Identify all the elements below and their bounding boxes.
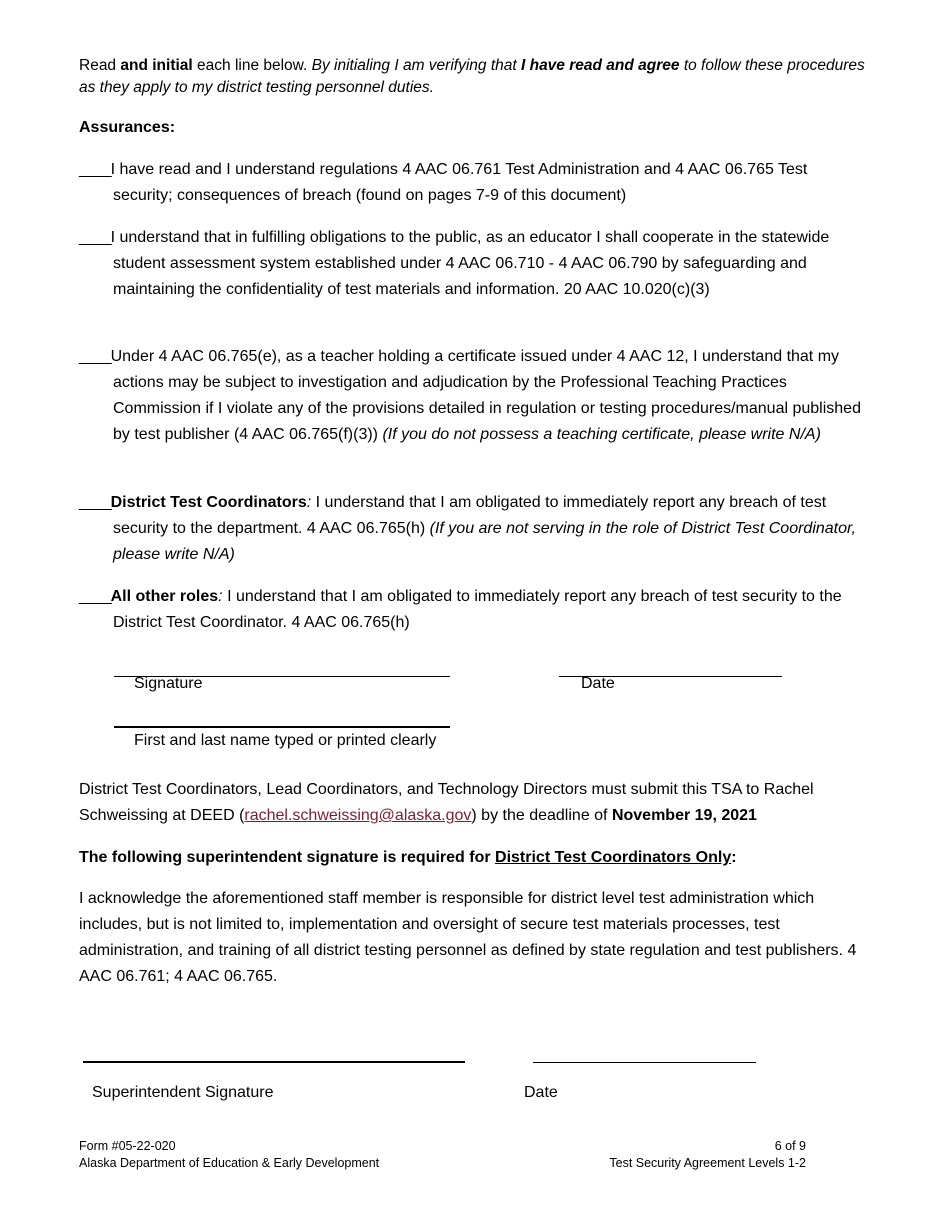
intro-text: Read (79, 57, 121, 74)
initial-blank[interactable]: ____ (79, 229, 111, 246)
assurance-note: (If you do not possess a teaching certificate, please write N/A) (382, 426, 821, 443)
superintendent-signature-label: Superintendent Signature (92, 1084, 274, 1101)
printed-name-line[interactable] (114, 726, 450, 728)
footer-right (609, 1138, 806, 1172)
intro-italic: to follow these procedures as they apply to my district testing personnel duties. (79, 57, 865, 96)
assurance-item (79, 584, 869, 636)
date-label: Date (581, 675, 615, 692)
assurance-item (79, 490, 869, 568)
acknowledgement-paragraph: I acknowledge the aforementioned staff member is responsible for district level test administration which includes, but is not limited to, implementation and oversight of secure test materials processes, test administration, and training of all district testing personnel as defined by state regulation and test publishers. 4 AAC 06.761; 4 AAC 06.765. (79, 890, 857, 985)
assurance-role: District Test Coordinators (110, 494, 307, 511)
submission-text: ) by the deadline of (471, 807, 612, 824)
assurance-item (79, 157, 869, 209)
superintendent-heading (79, 845, 869, 871)
intro-text: each line below. (192, 57, 312, 74)
superintendent-date-line[interactable] (533, 1062, 756, 1063)
initial-blank[interactable]: ____ (79, 348, 111, 365)
assurance-item (79, 344, 869, 448)
department-name: Alaska Department of Education & Early Development (79, 1156, 380, 1170)
page-number: 6 of 9 (774, 1139, 806, 1153)
assurance-colon: : (218, 588, 223, 605)
assurance-item (79, 225, 869, 303)
document-title: Test Security Agreement Levels 1-2 (609, 1156, 806, 1170)
deadline-date: November 19, 2021 (611, 807, 757, 824)
assurance-text: Under 4 AAC 06.765(e), as a teacher holding a certificate issued under 4 AAC 12, I understand that my actions may be subject to investigation and adjudication by the Professional Teaching Practices Commission if I violate any of the provisions detailed in regulation or testing procedures/manual published by test publisher (4 AAC 06.765(f)(3)) (110, 348, 861, 443)
initial-blank[interactable]: ____ (79, 494, 111, 511)
initial-blank[interactable]: ____ (79, 588, 111, 605)
email-link[interactable]: rachel.schweissing@alaska.gov (244, 807, 472, 824)
assurance-note: (If you are not serving in the role of District Test Coordinator, please write N/A) (113, 520, 856, 563)
signature-label: Signature (134, 675, 203, 692)
form-number: Form #05-22-020 (79, 1139, 176, 1153)
footer-left (79, 1138, 379, 1172)
intro-bold: and initial (120, 57, 193, 74)
assurance-colon: : (306, 494, 312, 511)
submission-instructions (79, 777, 869, 829)
intro-instructions (79, 55, 879, 99)
superintendent-heading-underline: District Test Coordinators Only (495, 849, 732, 866)
assurance-text: I understand that in fulfilling obligations to the public, as an educator I shall cooperate in the statewide student assessment system established under 4 AAC 06.710 - 4 AAC 06.790 by safeguarding and maintaining the confidentiality of test materials and information. 20 AAC 10.020(c)(3) (110, 229, 830, 298)
assurance-text: I have read and I understand regulations 4 AAC 06.761 Test Administration and 4 AAC 06.765 Test security; consequences of breach (found on pages 7-9 of this document) (110, 161, 808, 204)
superintendent-date-label: Date (524, 1084, 558, 1101)
assurance-text: I understand that I am obligated to immediately report any breach of test security to the District Test Coordinator. 4 AAC 06.765(h) (113, 588, 842, 631)
assurance-text: I understand that I am obligated to immediately report any breach of test security to the department. 4 AAC 06.765(h) (113, 494, 827, 537)
submission-text: District Test Coordinators, Lead Coordinators, and Technology Directors must submit this TSA to Rachel Schweissing at DEED ( (79, 781, 814, 824)
superintendent-heading-text: The following superintendent signature is required for (79, 849, 496, 866)
assurances-heading: Assurances: (79, 119, 176, 136)
intro-bold-italic: I have read and agree (520, 57, 680, 74)
initial-blank[interactable]: ____ (79, 161, 111, 178)
assurance-role: All other roles (110, 588, 219, 605)
superintendent-signature-line[interactable] (83, 1061, 465, 1063)
intro-italic: By initialing I am verifying that (311, 57, 521, 74)
superintendent-heading-colon: : (731, 849, 737, 866)
printed-name-label: First and last name typed or printed clearly (134, 732, 437, 749)
